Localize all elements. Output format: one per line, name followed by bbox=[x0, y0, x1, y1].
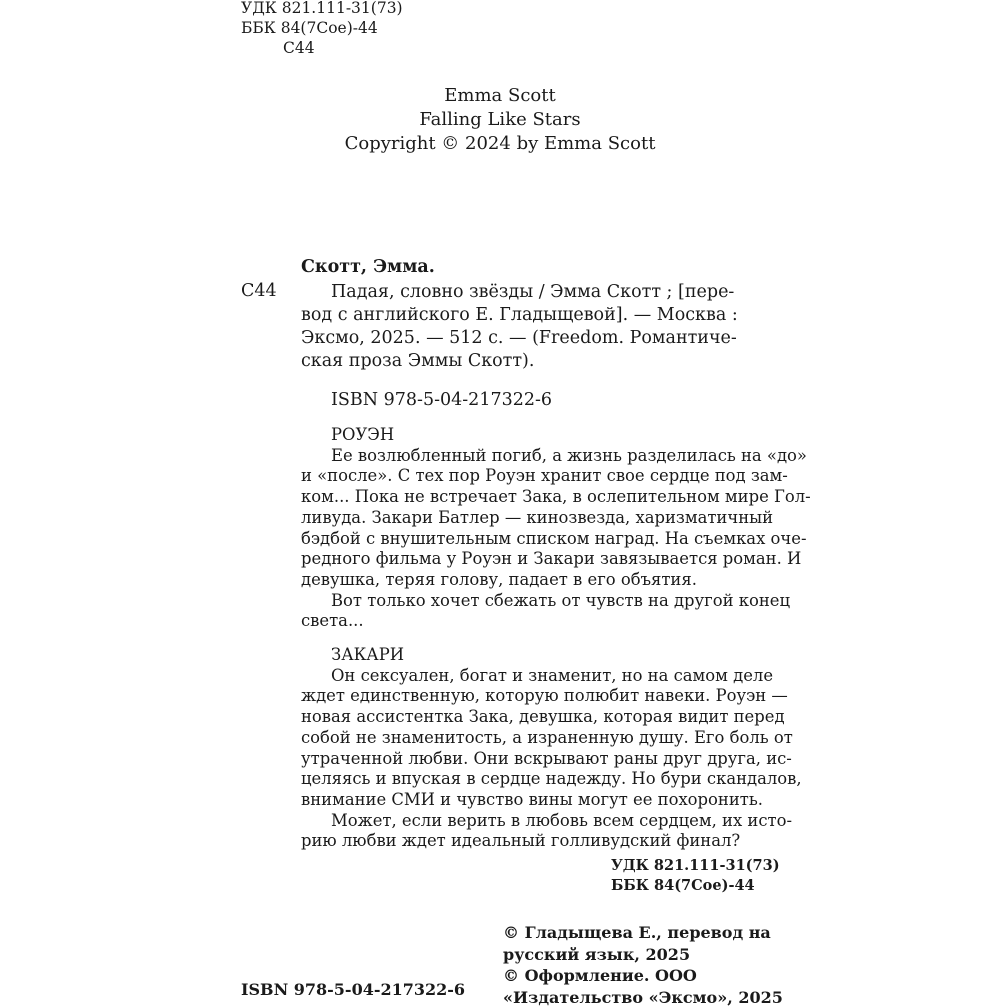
author-sign: С44 bbox=[241, 38, 403, 58]
catalog-description-line: вод с английского Е. Гладыщевой]. — Москва : bbox=[301, 304, 761, 327]
annotation-line: собой не знаменитость, а израненную душу. Его боль от bbox=[301, 728, 761, 749]
udk-code: УДК 821.111-31(73) bbox=[241, 0, 403, 18]
annotation-line: Вот только хочет сбежать от чувств на другой конец bbox=[301, 591, 761, 612]
catalog-author-sign: С44 bbox=[241, 281, 277, 301]
annotation-line: Он сексуален, богат и знаменит, но на самом деле bbox=[301, 666, 761, 687]
publisher-copyright-line: русский язык, 2025 bbox=[503, 944, 783, 966]
catalog-description-line: Эксмо, 2025. — 512 с. — (Freedom. Романтиче- bbox=[301, 327, 761, 350]
bbk-code: ББК 84(7Сое)-44 bbox=[241, 18, 403, 38]
bbk-code-bottom: ББК 84(7Сое)-44 bbox=[611, 876, 780, 896]
publisher-copyright-line: «Издательство «Эксмо», 2025 bbox=[503, 987, 783, 1008]
catalog-description-line: Падая, словно звёзды / Эмма Скотт ; [пере- bbox=[301, 281, 761, 304]
annotation-heading: РОУЭН bbox=[301, 425, 761, 446]
catalog-isbn: ISBN 978-5-04-217322-6 bbox=[331, 390, 552, 410]
annotation-line: бэдбой с внушительным списком наград. На съемках оче- bbox=[301, 529, 761, 550]
annotation-line: рию любви ждет идеальный голливудский финал? bbox=[301, 831, 761, 852]
original-author: Emma Scott bbox=[0, 84, 1000, 108]
annotation-line: девушка, теряя голову, падает в его объятия. bbox=[301, 570, 761, 591]
annotation-line: новая ассистентка Зака, девушка, которая видит перед bbox=[301, 707, 761, 728]
annotation-line: Ее возлюбленный погиб, а жизнь разделилась на «до» bbox=[301, 446, 761, 467]
publisher-copyright-line: © Оформление. ООО bbox=[503, 965, 783, 987]
annotation-rowan bbox=[301, 425, 761, 632]
classification-bottom bbox=[611, 856, 780, 896]
annotation-line: внимание СМИ и чувство вины могут ее похоронить. bbox=[301, 790, 761, 811]
catalog-description-line: ская проза Эммы Скотт). bbox=[301, 350, 761, 373]
catalog-description bbox=[301, 281, 761, 373]
isbn-bottom: ISBN 978-5-04-217322-6 bbox=[241, 980, 465, 999]
annotation-line: и «после». С тех пор Роуэн хранит свое сердце под зам- bbox=[301, 466, 761, 487]
original-copyright: Copyright © 2024 by Emma Scott bbox=[0, 132, 1000, 156]
annotation-line: света... bbox=[301, 611, 761, 632]
annotation-line: редного фильма у Роуэн и Закари завязывается роман. И bbox=[301, 549, 761, 570]
original-title: Falling Like Stars bbox=[0, 108, 1000, 132]
annotation-line: целяясь и впуская в сердце надежду. Но бури скандалов, bbox=[301, 769, 761, 790]
publisher-copyright bbox=[503, 922, 783, 1008]
annotation-line: ждет единственную, которую полюбит навеки. Роуэн — bbox=[301, 686, 761, 707]
original-edition-block bbox=[0, 84, 1000, 156]
udk-code-bottom: УДК 821.111-31(73) bbox=[611, 856, 780, 876]
catalog-author-heading: Скотт, Эмма. bbox=[301, 257, 435, 277]
annotation-line: утраченной любви. Они вскрывают раны друг друга, ис- bbox=[301, 749, 761, 770]
annotation-line: ливуда. Закари Батлер — кинозвезда, харизматичный bbox=[301, 508, 761, 529]
annotation-zakari bbox=[301, 645, 761, 852]
annotation-line: ком... Пока не встречает Зака, в ослепительном мире Гол- bbox=[301, 487, 761, 508]
annotation-heading: ЗАКАРИ bbox=[301, 645, 761, 666]
publisher-copyright-line: © Гладыщева Е., перевод на bbox=[503, 922, 783, 944]
classification-top bbox=[241, 0, 403, 58]
annotation-line: Может, если верить в любовь всем сердцем, их исто- bbox=[301, 811, 761, 832]
